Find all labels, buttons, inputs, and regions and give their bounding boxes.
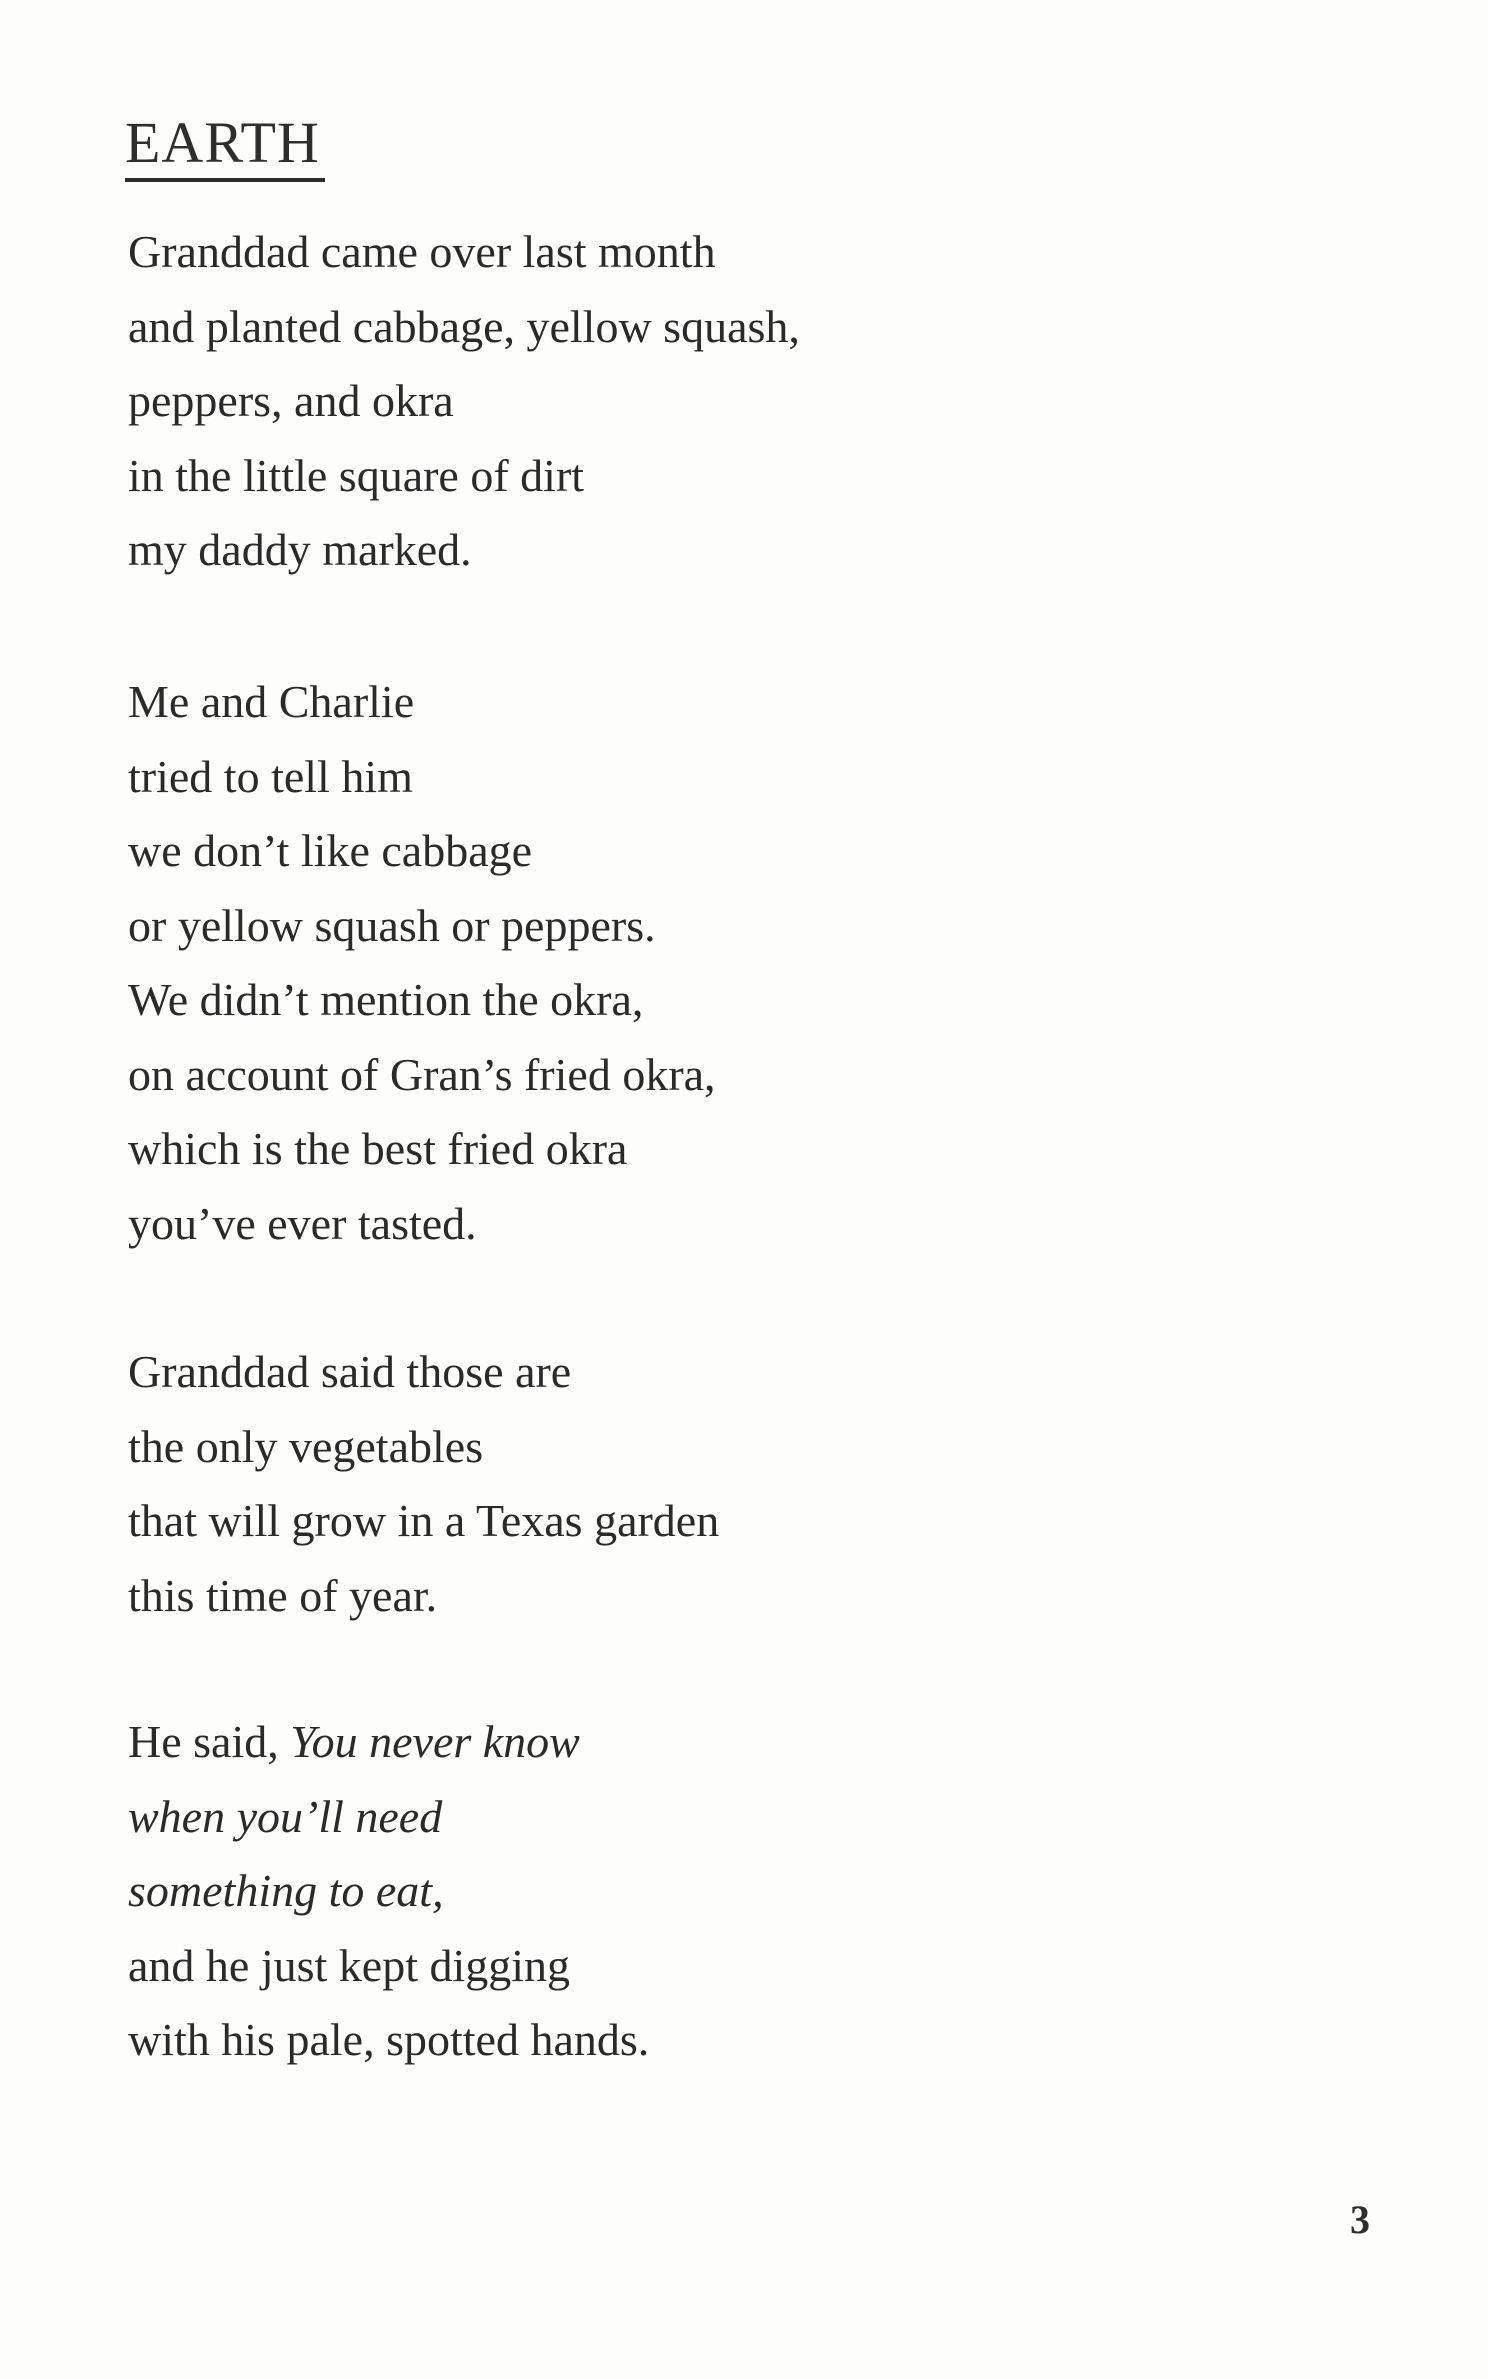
poem-line: We didn’t mention the okra, [128,974,644,1025]
poem-line: peppers, and okra [128,375,454,426]
poem-line: or yellow squash or peppers. [128,899,656,951]
poem-line: and he just kept digging [128,1939,571,1991]
stanza-1 [128,215,800,588]
poem-line: that will grow in a Texas garden [128,1495,720,1546]
poem-line: you’ve ever tasted. [128,1197,477,1249]
page-number: 3 [1350,2197,1370,2242]
poem-line [128,1705,649,1780]
poem-title: EARTH [125,110,320,175]
poem-line: with his pale, spotted hands. [128,2014,650,2065]
poem-line: something to eat, [128,1865,444,1916]
poem-line: Granddad came over last month [128,226,716,277]
poem-line: my daddy marked. [128,524,472,575]
stanza-4 [128,1705,649,2078]
poem-line: Granddad said those are [128,1346,572,1397]
poem-line-italic: You never know [290,1716,580,1767]
poem-line: and planted cabbage, yellow squash, [128,300,800,352]
poem-line: which is the best fried okra [128,1123,628,1174]
poem-line: we don’t like cabbage [128,825,533,876]
poem-line: in the little square of dirt [128,449,585,501]
poem-line: on account of Gran’s fried okra, [128,1048,716,1100]
title-underline [125,178,325,182]
poem-line: when you’ll need [128,1790,443,1842]
poem-line: this time of year. [128,1569,438,1621]
stanza-3 [128,1335,719,1633]
poem-line: the only vegetables [128,1420,484,1472]
stanza-2 [128,665,716,1261]
poem-line: tried to tell him [128,750,413,802]
poem-line-plain: He said, [128,1716,291,1767]
poem-line: Me and Charlie [128,676,415,727]
